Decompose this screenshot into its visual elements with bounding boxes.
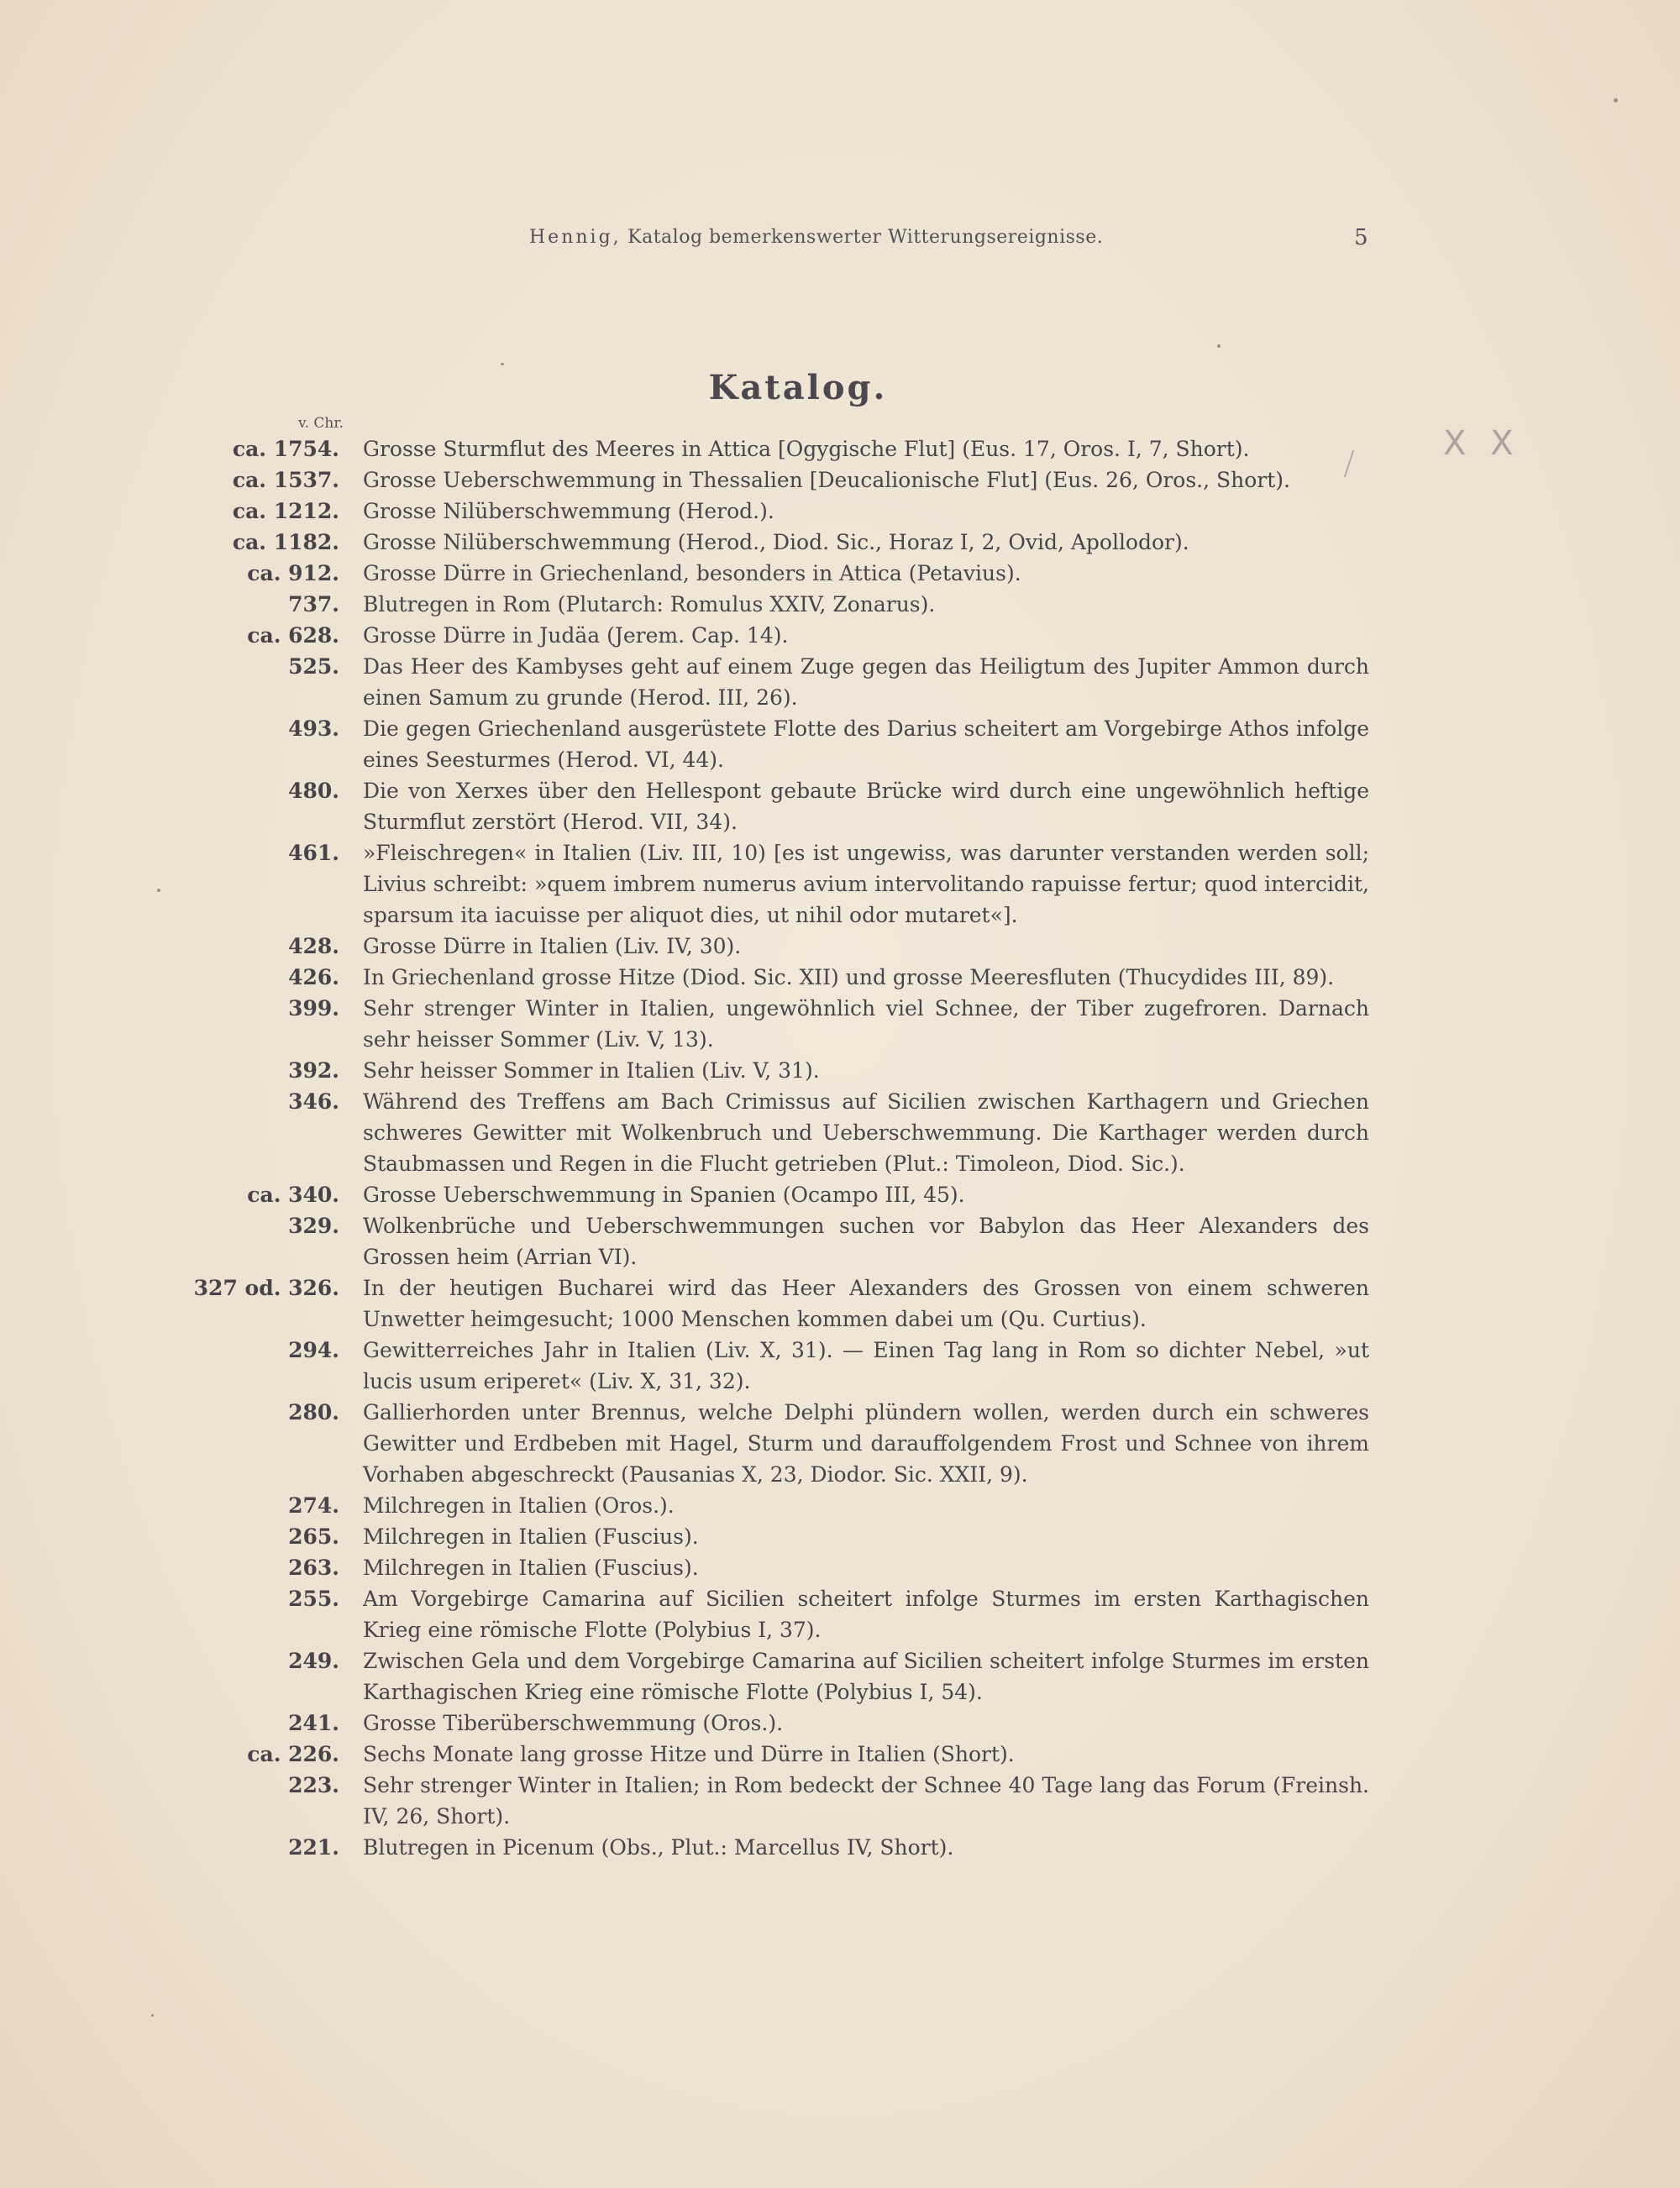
running-header [529, 227, 1369, 248]
entry-year: 221. [288, 1835, 339, 1860]
entry-year: 737. [288, 592, 339, 617]
entry-description: Sehr strenger Winter in Italien; in Rom bedeckt der Schnee 40 Tage lang das Forum (Freinsh. IV, 26, Short). [363, 1773, 1369, 1829]
paper-speck [501, 363, 504, 365]
entry-description: In Griechenland grosse Hitze (Diod. Sic. XII) und grosse Meeresfluten (Thucydides III, 89). [363, 965, 1335, 989]
entry-year: 223. [288, 1773, 339, 1797]
entry-year: ca. 628. [247, 623, 339, 648]
entry-description: Das Heer des Kambyses geht auf einem Zuge gegen das Heiligtum des Jupiter Ammon durch einen Samum zu grunde (Herod. III, 26). [363, 654, 1369, 710]
catalog-entry [126, 496, 1369, 527]
catalog-entry [126, 589, 1369, 620]
entry-description: Wolkenbrüche und Ueberschwemmungen suchen vor Babylon das Heer Alexanders des Grossen heim (Arrian VI). [363, 1214, 1369, 1269]
entry-year: 399. [288, 996, 339, 1021]
entry-description: Milchregen in Italien (Oros.). [363, 1493, 675, 1518]
entry-year: ca. 1754. [232, 437, 339, 461]
entry-year: 249. [288, 1649, 339, 1673]
header-title: Katalog bemerkenswerter Witterungsereignisse. [627, 227, 1104, 248]
entry-description: Die gegen Griechenland ausgerüstete Flotte des Darius scheitert am Vorgebirge Athos infolge eines Seesturmes (Herod. VI, 44). [363, 716, 1369, 772]
catalog-entry [126, 931, 1369, 962]
catalog-entry [126, 1490, 1369, 1521]
entry-year: ca. 912. [247, 561, 339, 585]
catalog-entry [126, 1552, 1369, 1583]
entry-description: Grosse Nilüberschwemmung (Herod.). [363, 499, 774, 523]
catalog-entry [126, 1645, 1369, 1708]
catalog-entry [126, 1210, 1369, 1272]
entry-year: 329. [288, 1214, 339, 1238]
catalog-entry [126, 558, 1369, 589]
entry-description: Gewitterreiches Jahr in Italien (Liv. X, 31). — Einen Tag lang in Rom so dichter Nebel, »ut lucis usum eriperet« (Liv. X, 31, 32). [363, 1338, 1369, 1393]
catalog-entry [126, 1739, 1369, 1770]
entry-description: Blutregen in Picenum (Obs., Plut.: Marcellus IV, Short). [363, 1835, 954, 1860]
catalog-entry [126, 433, 1369, 464]
entry-description: Grosse Sturmflut des Meeres in Attica [Ogygische Flut] (Eus. 17, Oros. I, 7, Short). [363, 437, 1250, 461]
entry-year: 263. [288, 1556, 339, 1580]
catalog-entry [126, 1832, 1369, 1863]
entry-year: 525. [288, 654, 339, 679]
entry-year: 265. [288, 1524, 339, 1549]
entry-year: ca. 1182. [232, 530, 339, 554]
catalog-entry [126, 1770, 1369, 1832]
entry-description: Grosse Tiberüberschwemmung (Oros.). [363, 1711, 784, 1735]
catalog-entry [126, 1335, 1369, 1397]
entry-description: In der heutigen Bucharei wird das Heer Alexanders des Grossen von einem schweren Unwetter heimgesucht; 1000 Menschen kommen dabei um (Qu. Curtius). [363, 1276, 1369, 1331]
entry-description: Grosse Dürre in Italien (Liv. IV, 30). [363, 934, 742, 958]
entry-description: Sehr heisser Sommer in Italien (Liv. V, 31). [363, 1058, 820, 1083]
entry-description: Grosse Dürre in Griechenland, besonders in Attica (Petavius). [363, 561, 1021, 585]
catalog-entry [126, 1397, 1369, 1490]
paper-speck [1217, 344, 1221, 348]
entry-year: 255. [288, 1587, 339, 1611]
entry-description: Grosse Ueberschwemmung in Thessalien [Deucalionische Flut] (Eus. 26, Oros., Short). [363, 468, 1290, 492]
header-author: Hennig, [529, 227, 622, 248]
entry-description: Zwischen Gela und dem Vorgebirge Camarina auf Sicilien scheitert infolge Sturmes im ersten Karthagischen Krieg eine römische Flotte (Polybius I, 54). [363, 1649, 1369, 1704]
entry-description: Milchregen in Italien (Fuscius). [363, 1556, 699, 1580]
entry-year: ca. 1212. [232, 499, 339, 523]
paper-speck [151, 2014, 154, 2017]
catalog-entry [126, 993, 1369, 1055]
page-number: 5 [1354, 225, 1368, 250]
entry-year: 426. [288, 965, 339, 989]
margin-annotation: X X [1443, 424, 1520, 463]
entry-year: 461. [288, 841, 339, 865]
entry-description: Milchregen in Italien (Fuscius). [363, 1524, 699, 1549]
catalog-entry [126, 713, 1369, 775]
entry-description: Blutregen in Rom (Plutarch: Romulus XXIV, Zonarus). [363, 592, 936, 617]
entry-description: »Fleischregen« in Italien (Liv. III, 10) [es ist ungewiss, was darunter verstanden werden soll; Livius schreibt: »quem imbrem numerus avium intervolitando rapuisse fertur; quod intercidit, sparsum ita iacuisse per aliquot dies, ut nihil odor mutaret«]. [363, 841, 1369, 927]
catalog-entry [126, 1086, 1369, 1179]
entry-description: Am Vorgebirge Camarina auf Sicilien scheitert infolge Sturmes im ersten Karthagischen Krieg eine römische Flotte (Polybius I, 37). [363, 1587, 1369, 1642]
entry-year: ca. 340. [247, 1183, 339, 1207]
catalog-entry [126, 620, 1369, 651]
entry-year: 241. [288, 1711, 339, 1735]
paper-speck [1614, 98, 1618, 102]
page-title: Katalog. [708, 368, 888, 407]
entry-year: 294. [288, 1338, 339, 1362]
entry-year: 493. [288, 716, 339, 741]
entry-year: 346. [288, 1089, 339, 1114]
catalog-entry [126, 1055, 1369, 1086]
era-label: v. Chr. [298, 415, 344, 432]
entry-year: ca. 226. [247, 1742, 339, 1766]
entry-year: 392. [288, 1058, 339, 1083]
entry-year: 480. [288, 779, 339, 803]
catalog-entry [126, 1583, 1369, 1645]
catalog-entry [126, 651, 1369, 713]
entry-year: 327 od. 326. [193, 1276, 339, 1300]
entry-year: 280. [288, 1400, 339, 1425]
catalog-entry [126, 1272, 1369, 1335]
entry-description: Die von Xerxes über den Hellespont gebaute Brücke wird durch eine ungewöhnlich heftige Sturmflut zerstört (Herod. VII, 34). [363, 779, 1369, 834]
catalog-entry [126, 837, 1369, 931]
entry-description: Grosse Nilüberschwemmung (Herod., Diod. Sic., Horaz I, 2, Ovid, Apollodor). [363, 530, 1189, 554]
entry-description: Gallierhorden unter Brennus, welche Delphi plündern wollen, werden durch ein schweres Gewitter und Erdbeben mit Hagel, Sturm und darauffolgendem Frost und Schnee von ihrem Vorhaben abgeschreckt (Pausanias X, 23, Diodor. Sic. XXII, 9). [363, 1400, 1369, 1487]
catalog-entry [126, 1179, 1369, 1210]
entry-description: Sechs Monate lang grosse Hitze und Dürre in Italien (Short). [363, 1742, 1015, 1766]
entry-description: Während des Treffens am Bach Crimissus auf Sicilien zwischen Karthagern und Griechen schweres Gewitter mit Wolkenbruch und Ueberschwemmung. Die Karthager werden durch Staubmassen und Regen in die Flucht getrieben (Plut.: Timoleon, Diod. Sic.). [363, 1089, 1369, 1176]
entry-description: Grosse Ueberschwemmung in Spanien (Ocampo III, 45). [363, 1183, 965, 1207]
catalog-entry [126, 775, 1369, 837]
entry-year: ca. 1537. [232, 468, 339, 492]
catalog-entry [126, 1521, 1369, 1552]
catalog-list [126, 433, 1369, 1863]
catalog-entry [126, 962, 1369, 993]
entry-year: 274. [288, 1493, 339, 1518]
catalog-entry [126, 1708, 1369, 1739]
catalog-entry [126, 464, 1369, 496]
entry-description: Sehr strenger Winter in Italien, ungewöhnlich viel Schnee, der Tiber zugefroren. Darnach sehr heisser Sommer (Liv. V, 13). [363, 996, 1369, 1052]
catalog-entry [126, 527, 1369, 558]
entry-year: 428. [288, 934, 339, 958]
entry-description: Grosse Dürre in Judäa (Jerem. Cap. 14). [363, 623, 789, 648]
